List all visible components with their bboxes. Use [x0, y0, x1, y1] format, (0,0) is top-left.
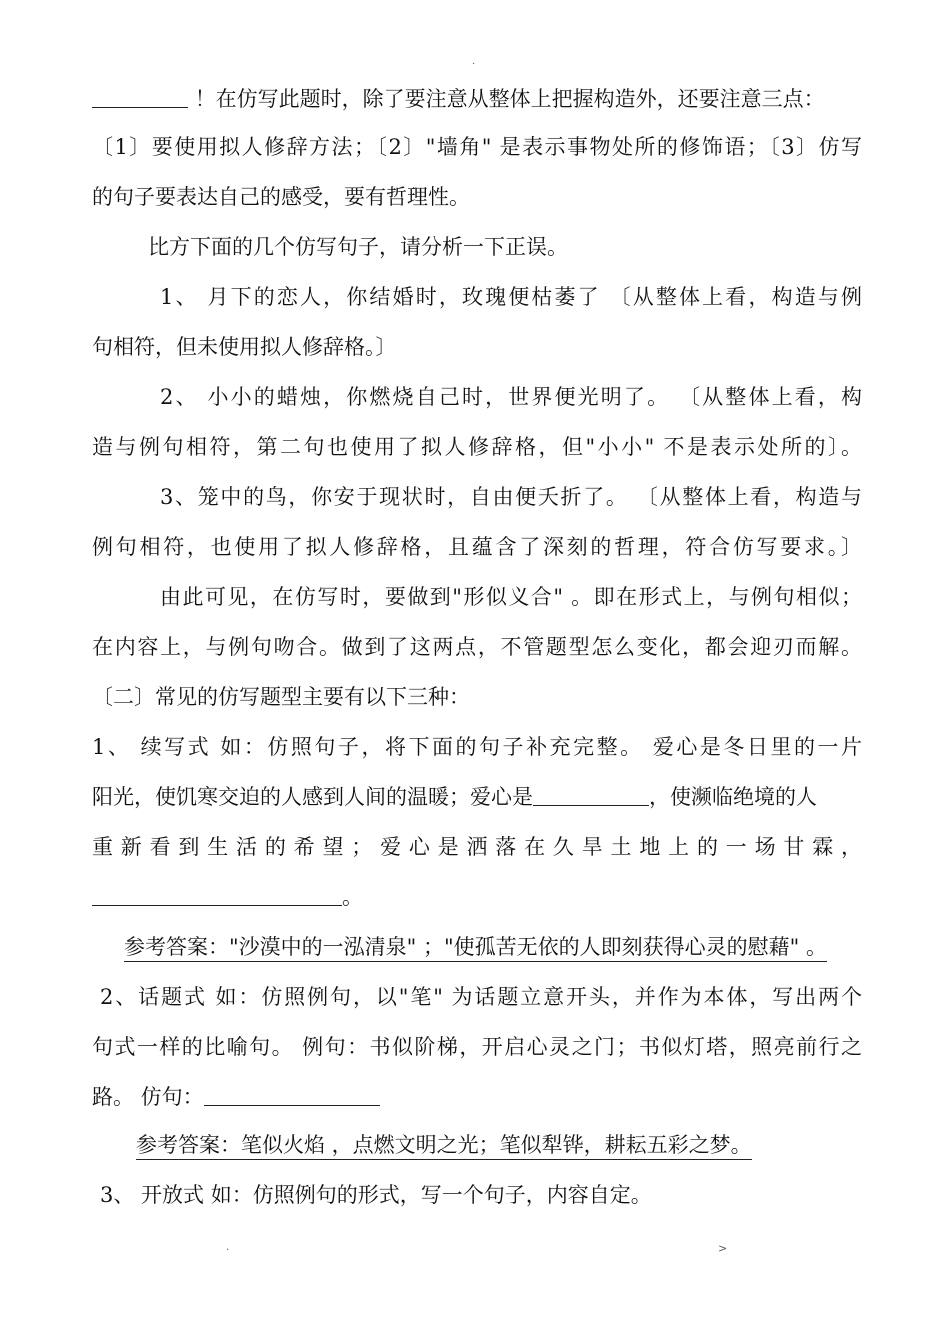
reference-answer-text: 参考答案：笔似火焰 ，点燃文明之光；笔似犁铧，耕耘五彩之梦。 [136, 1133, 752, 1160]
text-line-1 [92, 84, 862, 114]
text-line-4: 比方下面的几个仿写句子，请分析一下正误。 [148, 235, 568, 259]
text-line-6: 句相符，但未使用拟人修辞格。〕 [92, 335, 397, 359]
top-dot-mark: . [472, 56, 476, 67]
question-open-type: 3、 开放式 如：仿照例句的形式，写一个句子，内容自定。 [100, 1183, 652, 1207]
text-line-11: 由此可见，在仿写时，要做到"形似义合" 。即在形式上，与例句相似； [160, 585, 862, 609]
line-text: ！在仿写此题时，除了要注意从整体上把握构造外，还要注意三点： [194, 87, 825, 111]
line-text: ，使濒临绝境的人 [649, 785, 817, 809]
text-line-20: 句式一样的比喻句。 例句：书似阶梯，开启心灵之门；书似灯塔，照亮前行之 [92, 1035, 862, 1059]
line-text: 路。 仿句： [92, 1085, 204, 1109]
text-line-12: 在内容上，与例句吻合。做到了这两点，不管题型怎么变化，都会迎刃而解。 [92, 635, 862, 659]
question-topic-type: 2、话题式 如：仿照例句，以"笔" 为话题立意开头，并作为本体，写出两个 [100, 985, 862, 1009]
text-line-17 [92, 882, 862, 912]
text-line-8: 造与例句相符，第二句也使用了拟人修辞格，但"小小" 不是表示处所的〕。 [92, 435, 862, 459]
answer-blank [92, 87, 188, 108]
reference-answer-text: 参考答案："沙漠中的一泓清泉" ；"使孤苦无依的人即刻获得心灵的慰藉" 。 [124, 935, 827, 962]
line-text: 。 [342, 885, 363, 909]
bottom-arrow-mark: > [718, 1242, 728, 1255]
answer-blank [533, 785, 649, 806]
answer-blank [204, 1085, 380, 1106]
text-line-10: 例句相符，也使用了拟人修辞格，且蕴含了深刻的哲理，符合仿写要求。〕 [92, 535, 862, 559]
section-heading-2: 〔二〕常见的仿写题型主要有以下三种： [92, 685, 470, 709]
line-text: 阳光，使饥寒交迫的人感到人间的温暖；爱心是 [92, 785, 533, 809]
text-line-3: 的句子要表达自己的感受，要有哲理性。 [92, 185, 470, 209]
bottom-dot-mark: . [226, 1242, 230, 1253]
reference-answer-2 [136, 1130, 864, 1160]
text-line-21 [92, 1082, 862, 1112]
answer-blank [92, 885, 342, 906]
text-line-15 [92, 782, 862, 812]
example-item-1: 1、 月下的恋人，你结婚时，玫瑰便枯萎了 〔从整体上看，构造与例 [160, 285, 862, 309]
question-continuation-type: 1、 续写式 如：仿照句子，将下面的句子补充完整。 爱心是冬日里的一片 [92, 735, 862, 759]
example-item-3: 3、笼中的鸟，你安于现状时，自由便夭折了。 〔从整体上看，构造与 [160, 485, 862, 509]
example-item-2: 2、 小小的蜡烛，你燃烧自己时，世界便光明了。 〔从整体上看，构 [160, 385, 862, 409]
reference-answer-1 [124, 932, 864, 962]
text-line-16: 重新看到生活的希望；爱心是洒落在久旱土地上的一场甘霖， [92, 835, 862, 859]
text-line-2: 〔1〕要使用拟人修辞方法；〔2〕"墙角" 是表示事物处所的修饰语；〔3〕仿写 [92, 135, 862, 159]
